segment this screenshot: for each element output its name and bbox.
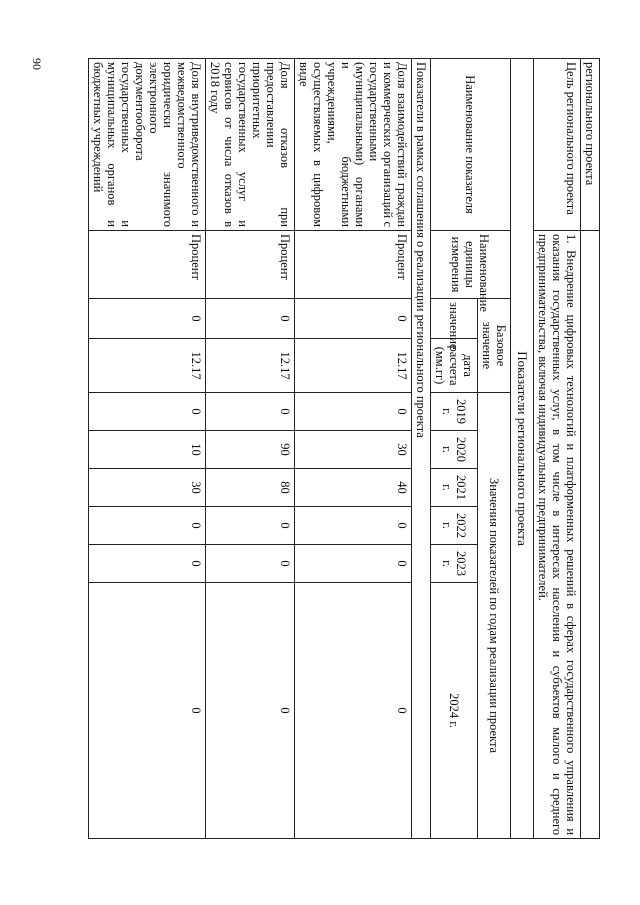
goal-label: Цель регионального проекта (534, 59, 581, 231)
top-row-label: регионального проекта (581, 59, 600, 231)
header-year: 2020 г. (431, 431, 478, 469)
indicator-name: Доля взаимодействий граждан и коммерческих организаций с государственными (муниципальными) органами и бюджетными учреждениями, осуществляемых в цифровом виде (295, 59, 412, 231)
year-value: 0 (89, 507, 206, 545)
header-year: 2024 г. (431, 583, 478, 839)
table-row (89, 59, 206, 839)
agreement-section: Показатели в рамках соглашения о реализации регионального проекта (412, 59, 431, 839)
header-base: Базовое значение (478, 299, 511, 393)
goal-text: 1. Внедрение цифровых технологий и платформенных решений в сферах государственного управления и оказания государственных услуг, в том числе в интересах населения и субъектов малого и среднего предпринимательства, включая индивидуальных предпринимателей. (534, 231, 581, 839)
table-row (295, 59, 412, 839)
year-value: 0 (295, 545, 412, 583)
year-value: 40 (295, 469, 412, 507)
year-value: 0 (89, 545, 206, 583)
base-value: 0 (295, 299, 412, 339)
header-year: 2022 г. (431, 507, 478, 545)
header-base-date: дата расчета (мм.гг) (431, 339, 478, 393)
indicator-unit: Процент (206, 231, 295, 299)
year-value: 0 (295, 393, 412, 431)
year-value: 0 (206, 507, 295, 545)
header-year: 2019 г. (431, 393, 478, 431)
project-table (88, 58, 600, 839)
base-date: 12.17 (206, 339, 295, 393)
year-value: 0 (206, 393, 295, 431)
indicator-unit: Процент (295, 231, 412, 299)
table-row (206, 59, 295, 839)
goal-row (534, 59, 581, 839)
indicator-unit: Процент (89, 231, 206, 299)
year-value: 0 (206, 545, 295, 583)
base-date: 12.17 (89, 339, 206, 393)
base-value: 0 (206, 299, 295, 339)
year-value: 80 (206, 469, 295, 507)
indicator-name: Доля отказов при предоставлении приоритетных государственных услуг и сервисов от числа отказов в 2018 году (206, 59, 295, 231)
year-value: 0 (295, 583, 412, 839)
page-number: 90 (30, 58, 44, 70)
header-row-1 (478, 59, 511, 839)
year-value: 30 (89, 469, 206, 507)
rotated-page (80, 58, 600, 838)
year-value: 0 (89, 393, 206, 431)
header-name: Наименование показателя (431, 59, 511, 231)
year-value: 90 (206, 431, 295, 469)
year-value: 0 (206, 583, 295, 839)
header-unit: Наименование единицы измерения (431, 231, 511, 299)
year-value: 30 (295, 431, 412, 469)
base-date: 12.17 (295, 339, 412, 393)
header-year: 2021 г. (431, 469, 478, 507)
top-row (581, 59, 600, 839)
indicator-name: Доля внутриведомственного и межведомственного юридически значимого электронного документооборота государственных и муниципальных органов и бюджетных учреждений (89, 59, 206, 231)
indicators-title-row (511, 59, 534, 839)
year-value: 0 (89, 583, 206, 839)
header-year: 2023 г. (431, 545, 478, 583)
header-years-group: Значения показателей по годам реализации проекта (478, 393, 511, 839)
year-value: 0 (295, 507, 412, 545)
year-value: 10 (89, 431, 206, 469)
indicators-title: Показатели регионального проекта (511, 59, 534, 839)
agreement-section-row (412, 59, 431, 839)
base-value: 0 (89, 299, 206, 339)
header-base-value: значение (431, 299, 478, 339)
